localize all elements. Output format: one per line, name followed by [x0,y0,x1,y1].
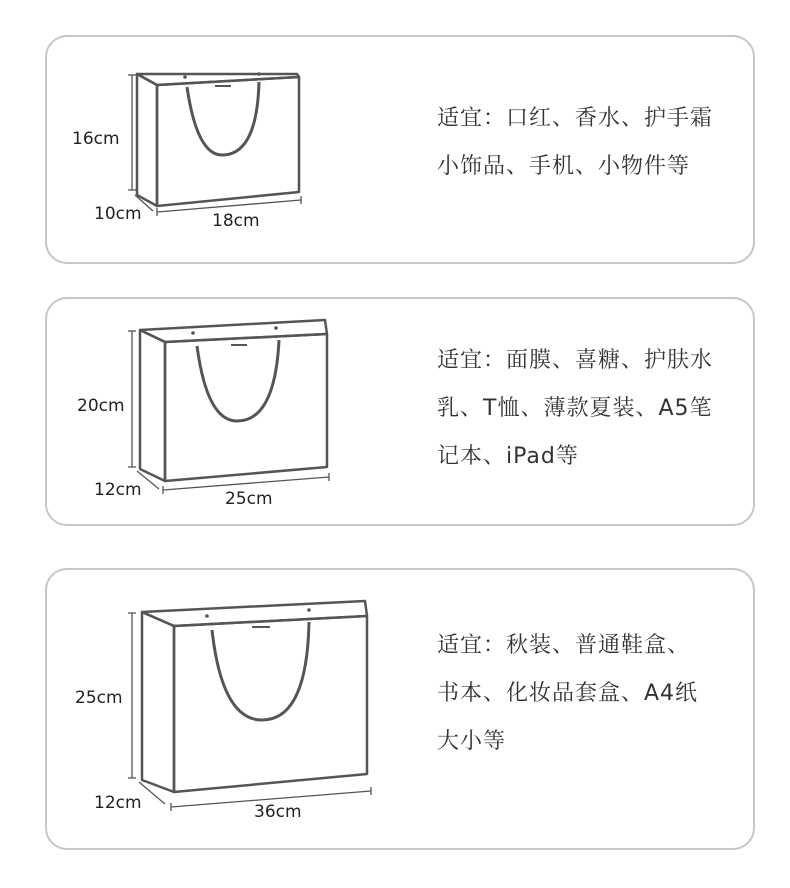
suitable-line: 适宜：秋装、普通鞋盒、 [437,633,691,658]
bag-size-card-small [45,35,755,264]
suitable-line: 书本、化妆品套盒、A4纸 [437,681,699,706]
width-label: 18cm [212,211,260,231]
width-label: 36cm [254,802,302,822]
width-label: 25cm [225,489,273,509]
depth-label: 12cm [94,793,142,813]
depth-label: 12cm [94,480,142,500]
height-label: 20cm [77,396,125,416]
suitable-items-text [437,337,733,481]
suitable-line: 适宜：面膜、喜糖、护肤水 [437,348,714,373]
suitable-items-text [437,622,733,766]
suitable-line: 乳、T恤、薄款夏装、A5笔 [437,396,713,421]
bag-size-card-medium [45,297,755,526]
suitable-line: 大小等 [437,729,507,754]
suitable-items-text [437,95,733,191]
height-label: 16cm [72,129,120,149]
bag-size-card-large [45,568,755,850]
suitable-line: 记本、iPad等 [437,444,579,469]
depth-label: 10cm [94,204,142,224]
suitable-line: 小饰品、手机、小物件等 [437,154,691,179]
height-label: 25cm [75,688,123,708]
suitable-line: 适宜：口红、香水、护手霜 [437,106,714,131]
